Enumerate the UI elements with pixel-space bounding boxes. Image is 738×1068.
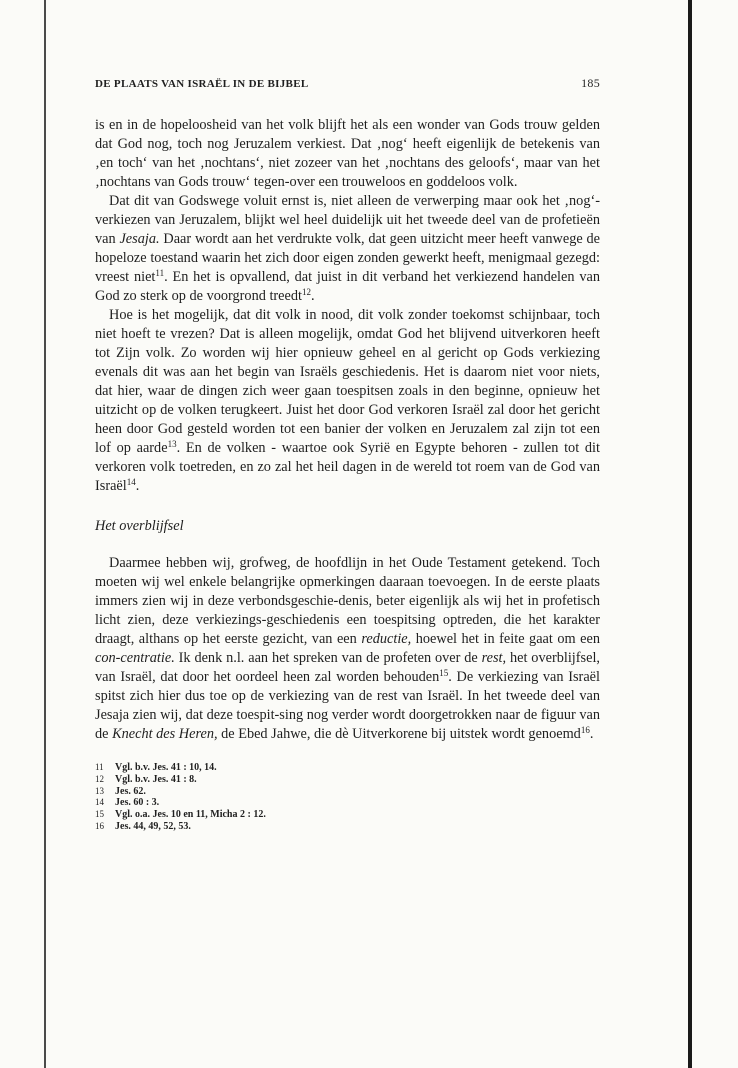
footnote-ref-11: 11	[155, 268, 165, 278]
footnotes	[95, 762, 600, 833]
footnote: 15 Vgl. o.a. Jes. 10 en 11, Micha 2 : 12.	[95, 809, 266, 821]
footnote: 11 Vgl. b.v. Jes. 41 : 10, 14.	[95, 762, 217, 773]
page-content	[95, 76, 600, 833]
body-text	[95, 116, 600, 744]
footnote-ref-15: 15	[439, 668, 449, 678]
paragraph-1: is en in de hopeloosheid van het volk blijft het als een wonder van Gods trouw gelden dat God nog, toch nog Jeruzalem verkiest. Dat ‚nog‘ heeft eigenlijk de betekenis van ‚en toch‘ van het ‚nochtans‘, niet zozeer van het ‚nochtans des geloofs‘, maar van het ‚nochtans van Gods trouw‘ tegen-over een trouweloos en goddeloos volk.	[95, 117, 600, 190]
paragraph-3: Hoe is het mogelijk, dat dit volk in nood, dit volk zonder toekomst schijnbaar, toch niet hoeft te vrezen? Dat is alleen mogelijk, omdat God het blijvend uitverkoren heeft tot Zijn volk. Zo worden wij hier opnieuw geheel en al gericht op Gods verkiezing evenals dit was aan het begin van Israëls geschiedenis. Het is daarom niet voor niets, dat hier, waar de dingen zich weer gaan toespitsen zoals in den beginne, opnieuw het uitzicht op de volken terugkeert. Juist het door God verkoren Israël zal door het gericht heen door God gesteld worden tot een banier der volken en Jeruzalem zal zijn tot een lof op aarde$^{13}$. En de volken - waartoe ook Syrië en Egypte behoren - zullen tot dit verkoren volk toetreden, en zo zal het heil dagen in de wereld tot roem van de God van Israël$^{14}$.	[95, 307, 600, 494]
paragraph-4: Daarmee hebben wij, grofweg, de hoofdlijn in het Oude Testament getekend. Toch moeten wij wel enkele belangrijke opmerkingen daaraan toevoegen. In de eerste plaats immers zien wij in deze verbondsgeschie-denis, beter eigenlijk als wij het in profetisch licht zien, deze verkiezings-geschiedenis een toespitsing optreden, die het karakter draagt, althans op het eerste gezicht, van een reductie, hoewel het in feite gaat om een con-centratie. Ik denk n.l. aan het spreken van de profeten over de rest, het overblijfsel, van Israël, dat door het oordeel heen zal worden behouden$^{15}$. De verkiezing van Israël spitst zich hier dus toe op de verkiezing van de rest van Israël. In het tweede deel van Jesaja zien wij, dat deze toespit-sing nog verder wordt doorgetrokken naar de figuur van de Knecht des Heren, de Ebed Jahwe, die dè Uitverkorene bij uitstek wordt genoemd$^{16}$.	[95, 555, 600, 742]
page-number: 185	[581, 76, 600, 90]
running-header	[95, 76, 600, 98]
footnote: 12 Vgl. b.v. Jes. 41 : 8.	[95, 773, 197, 785]
footnote: 13 Jes. 62.	[95, 785, 146, 797]
section-heading: Het overblijfsel	[95, 518, 184, 534]
footnote-ref-13: 13	[167, 439, 177, 449]
footnote: 16 Jes. 44, 49, 52, 53.	[95, 820, 191, 832]
page-right-edge	[688, 0, 692, 1068]
footnote-ref-16: 16	[580, 725, 590, 735]
paragraph-2: Dat dit van Godswege voluit ernst is, niet alleen de verwerping maar ook het ‚nog‘-verkiezen van Jeruzalem, blijkt wel heel duidelijk uit het tweede deel van de profetieën van Jesaja. Daar wordt aan het verdrukte volk, dat geen uitzicht meer heeft vanwege de hopeloze toestand waarin het zich door eigen zonden gewerkt heeft, menigmaal gezegd: vreest niet$^{11}$. En het is opvallend, dat juist in dit verband het verkiezend handelen van God zo sterk op de voorgrond treedt$^{12}$.	[95, 193, 601, 304]
footnote: 14 Jes. 60 : 3.	[95, 797, 160, 809]
footnote-ref-12: 12	[302, 287, 311, 297]
page-left-edge	[44, 0, 46, 1068]
running-title: DE PLAATS VAN ISRAËL IN DE BIJBEL	[95, 78, 309, 90]
footnote-ref-14: 14	[126, 477, 136, 487]
